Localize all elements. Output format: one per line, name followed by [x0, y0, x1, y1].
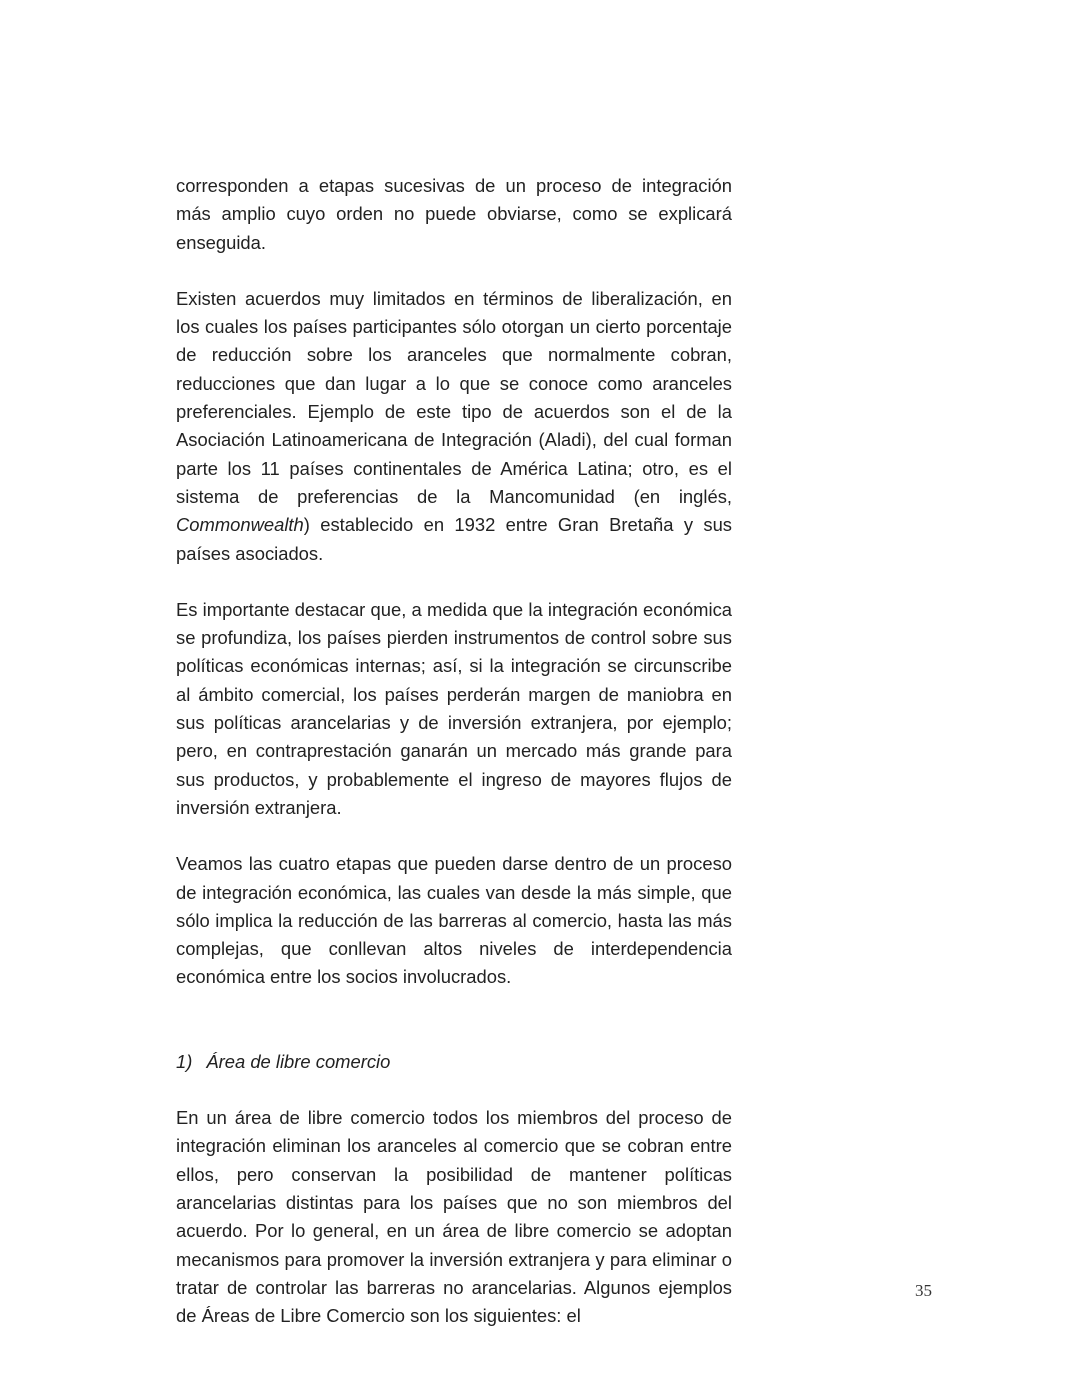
- paragraph-free-trade-area: En un área de libre comercio todos los miembros del proceso de integración eliminan los aranceles al comercio que se cobran entre ellos, pero conservan la posibilidad de mantener políticas arancelarias distintas para los países que no son miembros del acuerdo. Por lo general, en un área de libre comercio se adoptan mecanismos para promover la inversión extranjera y para eliminar o tratar de controlar las barreras no arancelarias. Algunos ejemplos de Áreas de Libre Comercio son los siguientes: el: [176, 1107, 732, 1327]
- italic-term: Commonwealth: [176, 514, 304, 536]
- paragraph-preferential-agreements: [176, 285, 732, 568]
- paragraph-text: ) establecido en 1932 entre Gran Bretaña y sus países asociados.: [176, 514, 732, 564]
- body-text: [176, 172, 732, 1330]
- paragraph-text: Existen acuerdos muy limitados en términos de liberalización, en los cuales los países participantes sólo otorgan un cierto porcentaje de reducción sobre los aranceles que normalmente cobran, reducciones que dan lugar a lo que se conoce como aranceles preferenciales. Ejemplo de este tipo de acuerdos son el de la Asociación Latinoamericana de Integración (Aladi), del cual forman parte los 11 países continentales de América Latina; otro, es el sistema de preferencias de la Mancomunidad (en inglés,: [176, 287, 732, 507]
- section-heading: [176, 1048, 732, 1076]
- paragraph-integration-depth: Es importante destacar que, a medida que la integración económica se profundiza, los países pierden instrumentos de control sobre sus políticas económicas internas; así, si la integración se circunscribe al ámbito comercial, los países perderán margen de maniobra en sus políticas arancelarias y de inversión extranjera, por ejemplo; pero, en contraprestación ganarán un mercado más grande para sus productos, y probablemente el ingreso de mayores flujos de inversión extranjera.: [176, 598, 732, 818]
- section-number: 1): [176, 1050, 193, 1072]
- section-title: Área de libre comercio: [206, 1050, 391, 1072]
- paragraph-continuation: corresponden a etapas sucesivas de un proceso de integración más amplio cuyo orden no puede obviarse, como se explicará enseguida.: [176, 175, 732, 253]
- page-number: 35: [915, 1281, 932, 1300]
- paragraph-four-stages: Veamos las cuatro etapas que pueden darse dentro de un proceso de integración económica, las cuales van desde la más simple, que sólo implica la reducción de las barreras al comercio, hasta las más complejas, que conllevan altos niveles de interdependencia económica entre los socios involucrados.: [176, 853, 732, 988]
